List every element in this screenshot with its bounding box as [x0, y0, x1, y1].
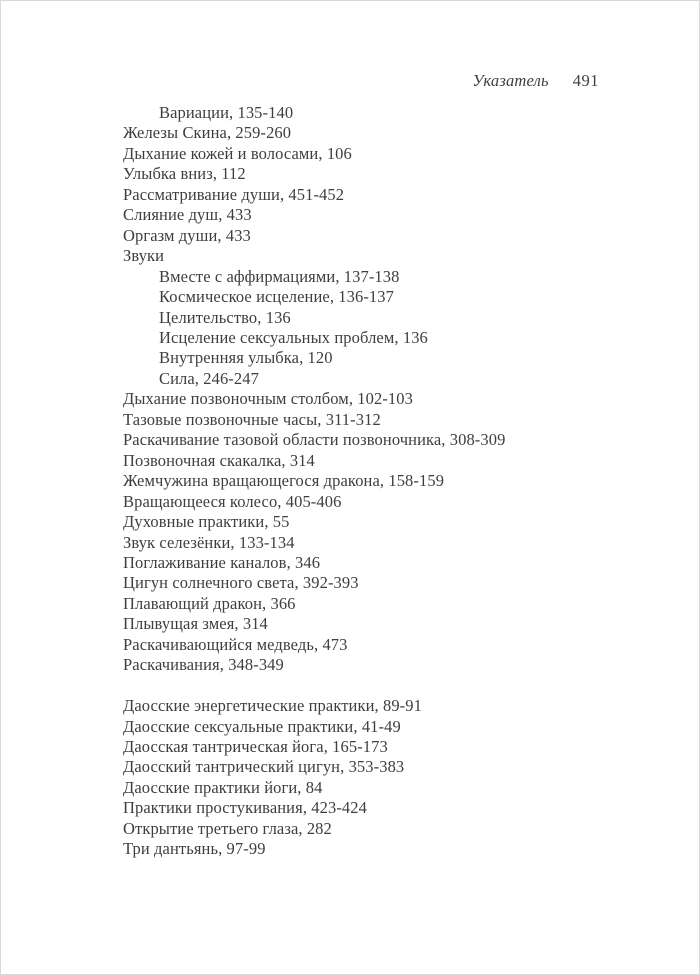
index-entry	[123, 144, 659, 164]
entry-pages: 89-91	[382, 696, 422, 716]
entry-pages: 136	[402, 327, 428, 347]
index-entry	[123, 308, 659, 328]
entry-separator: ,	[226, 123, 236, 143]
entry-term: Плавающий дракон	[123, 593, 263, 613]
entry-separator: ,	[217, 225, 226, 245]
index-entry	[123, 226, 659, 246]
index-entry	[123, 512, 659, 532]
entry-pages: 353-383	[348, 757, 405, 777]
entry-term: Железы Скина	[123, 123, 227, 143]
entry-pages: 136	[265, 307, 291, 327]
entry-term: Поглаживание каналов	[123, 552, 287, 572]
entry-separator: ,	[218, 839, 227, 859]
entry-term: Позвоночная скакалка	[123, 450, 282, 470]
entry-pages: 348-349	[228, 655, 284, 675]
index-entry	[123, 614, 659, 634]
entry-pages: 135-140	[237, 103, 294, 122]
entry-separator: ,	[297, 777, 306, 797]
entry-term: Даосские практики йоги	[123, 777, 298, 797]
entry-pages: 392-393	[302, 573, 359, 593]
entry-separator: ,	[257, 307, 266, 327]
entry-pages: 433	[225, 225, 251, 245]
index-entry	[123, 430, 659, 450]
entry-pages: 311-312	[325, 409, 381, 429]
entry-term: Открытие третьего глаза	[123, 818, 299, 838]
index-entry	[123, 103, 659, 123]
entry-separator: ,	[219, 655, 229, 675]
entry-pages: 314	[289, 450, 315, 470]
page-number: 491	[572, 71, 599, 90]
index-entry	[123, 757, 659, 777]
entry-pages: 165-173	[332, 737, 388, 757]
entry-term: Звуки	[123, 246, 165, 266]
entry-pages: 473	[322, 634, 348, 654]
entry-term: Даосские энергетические практики	[123, 696, 375, 716]
index-entry	[123, 451, 659, 471]
entry-term: Улыбка вниз	[123, 164, 213, 184]
entry-separator: ,	[318, 143, 327, 163]
entry-separator: ,	[218, 205, 227, 225]
index-entry	[123, 348, 659, 368]
entry-separator: ,	[317, 409, 326, 429]
index-entry	[123, 389, 659, 409]
entry-separator: ,	[264, 512, 273, 532]
entry-separator: ,	[302, 798, 312, 818]
entry-separator: ,	[262, 593, 271, 613]
section-spacer	[123, 676, 659, 696]
entry-term: Сила	[159, 368, 195, 388]
index-entry	[123, 798, 659, 818]
entry-pages: 84	[305, 777, 323, 797]
entry-separator: ,	[281, 450, 290, 470]
entry-pages: 405-406	[285, 491, 342, 511]
entry-separator: ,	[299, 348, 308, 368]
entry-separator: ,	[277, 491, 286, 511]
entry-term: Цигун солнечного света	[123, 573, 295, 593]
entry-pages: 259-260	[235, 123, 292, 143]
entry-separator: ,	[353, 716, 362, 736]
entry-term: Духовные практики	[123, 512, 265, 532]
entry-pages: 433	[226, 205, 252, 225]
entry-pages: 346	[295, 552, 321, 572]
entry-separator: ,	[294, 573, 303, 593]
index-entry	[123, 573, 659, 593]
entry-pages: 112	[221, 164, 246, 184]
page-header	[472, 71, 599, 91]
index-entry	[123, 246, 659, 266]
entry-separator: ,	[329, 287, 339, 307]
entry-separator: ,	[394, 327, 403, 347]
entry-term: Раскачивание тазовой области позвоночника	[123, 430, 442, 450]
index-entry	[123, 185, 659, 205]
entry-pages: 41-49	[361, 716, 401, 736]
entry-separator: ,	[323, 737, 333, 757]
entry-term: Даосские сексуальные практики	[123, 716, 354, 736]
entry-separator: ,	[335, 266, 344, 286]
entry-term: Слияние душ	[123, 205, 219, 225]
entry-separator: ,	[379, 471, 389, 491]
entry-term: Жемчужина вращающегося дракона	[123, 471, 380, 491]
entry-separator: ,	[441, 430, 450, 450]
entry-separator: ,	[234, 614, 243, 634]
entry-term: Даосский тантрический цигун	[123, 757, 341, 777]
index-entry	[123, 819, 659, 839]
entry-pages: 55	[272, 512, 290, 532]
entry-pages: 133-134	[238, 532, 295, 552]
index-entry	[123, 635, 659, 655]
entry-separator: ,	[212, 164, 222, 184]
index-entry	[123, 267, 659, 287]
entry-term: Внутренняя улыбка	[159, 348, 300, 368]
index-entry	[123, 123, 659, 143]
entry-term: Раскачивания	[123, 655, 220, 675]
index-entry	[123, 696, 659, 716]
entry-term: Рассматривание души	[123, 184, 280, 204]
entry-term: Целительство	[159, 307, 258, 327]
entry-separator: ,	[194, 368, 204, 388]
entry-separator: ,	[279, 184, 289, 204]
entry-separator: ,	[340, 757, 349, 777]
entry-term: Вращающееся колесо	[123, 491, 278, 511]
index-entry	[123, 471, 659, 491]
entry-pages: 102-103	[357, 389, 413, 409]
entry-pages: 246-247	[203, 368, 259, 388]
entry-term: Три дантьянь	[123, 839, 219, 859]
entry-pages: 158-159	[388, 471, 445, 491]
entry-separator: ,	[298, 818, 307, 838]
index-entry	[123, 717, 659, 737]
index-entry	[123, 287, 659, 307]
entry-pages: 106	[326, 143, 352, 163]
entry-pages: 137-138	[343, 266, 400, 286]
index-entry	[123, 594, 659, 614]
entry-term: Дыхание позвоночным столбом	[123, 389, 349, 409]
entry-term: Космическое исцеление	[159, 287, 330, 307]
entry-pages: 282	[306, 818, 332, 838]
index-entry	[123, 410, 659, 430]
entry-term: Практики простукивания	[123, 798, 303, 818]
index-entry	[123, 553, 659, 573]
entry-term: Исцеление сексуальных проблем	[159, 327, 395, 347]
entry-term: Дыхание кожей и волосами	[123, 143, 319, 163]
entry-term: Тазовые позвоночные часы	[123, 409, 318, 429]
index-entry	[123, 492, 659, 512]
entry-pages: 423-424	[311, 798, 367, 818]
index-entry	[123, 655, 659, 675]
entry-pages: 314	[242, 614, 268, 634]
index-entry	[123, 328, 659, 348]
entry-term: Даосская тантрическая йога	[123, 737, 324, 757]
entry-pages: 97-99	[226, 839, 266, 859]
entry-separator: ,	[230, 532, 239, 552]
index-entry	[123, 164, 659, 184]
index-list	[123, 103, 659, 860]
entry-separator: ,	[374, 696, 383, 716]
index-entry	[123, 839, 659, 859]
entry-pages: 366	[270, 593, 296, 613]
entry-pages: 451-452	[288, 184, 345, 204]
index-entry	[123, 533, 659, 553]
entry-separator: ,	[286, 552, 296, 572]
index-entry	[123, 737, 659, 757]
entry-pages: 308-309	[449, 430, 506, 450]
entry-pages: 120	[307, 348, 333, 368]
entry-term: Звук селезёнки	[123, 532, 231, 552]
index-entry	[123, 778, 659, 798]
entry-term: Вместе с аффирмациями	[159, 266, 336, 286]
entry-term: Плывущая змея	[123, 614, 235, 634]
entry-separator: ,	[348, 389, 358, 409]
index-entry	[123, 205, 659, 225]
index-entry	[123, 369, 659, 389]
entry-separator: ,	[229, 103, 238, 122]
entry-pages: 136-137	[338, 287, 394, 307]
entry-term: Оргазм души	[123, 225, 218, 245]
entry-separator: ,	[313, 634, 323, 654]
entry-term: Вариации	[159, 103, 230, 122]
running-head-title: Указатель	[472, 71, 549, 90]
entry-term: Раскачивающийся медведь	[123, 634, 314, 654]
